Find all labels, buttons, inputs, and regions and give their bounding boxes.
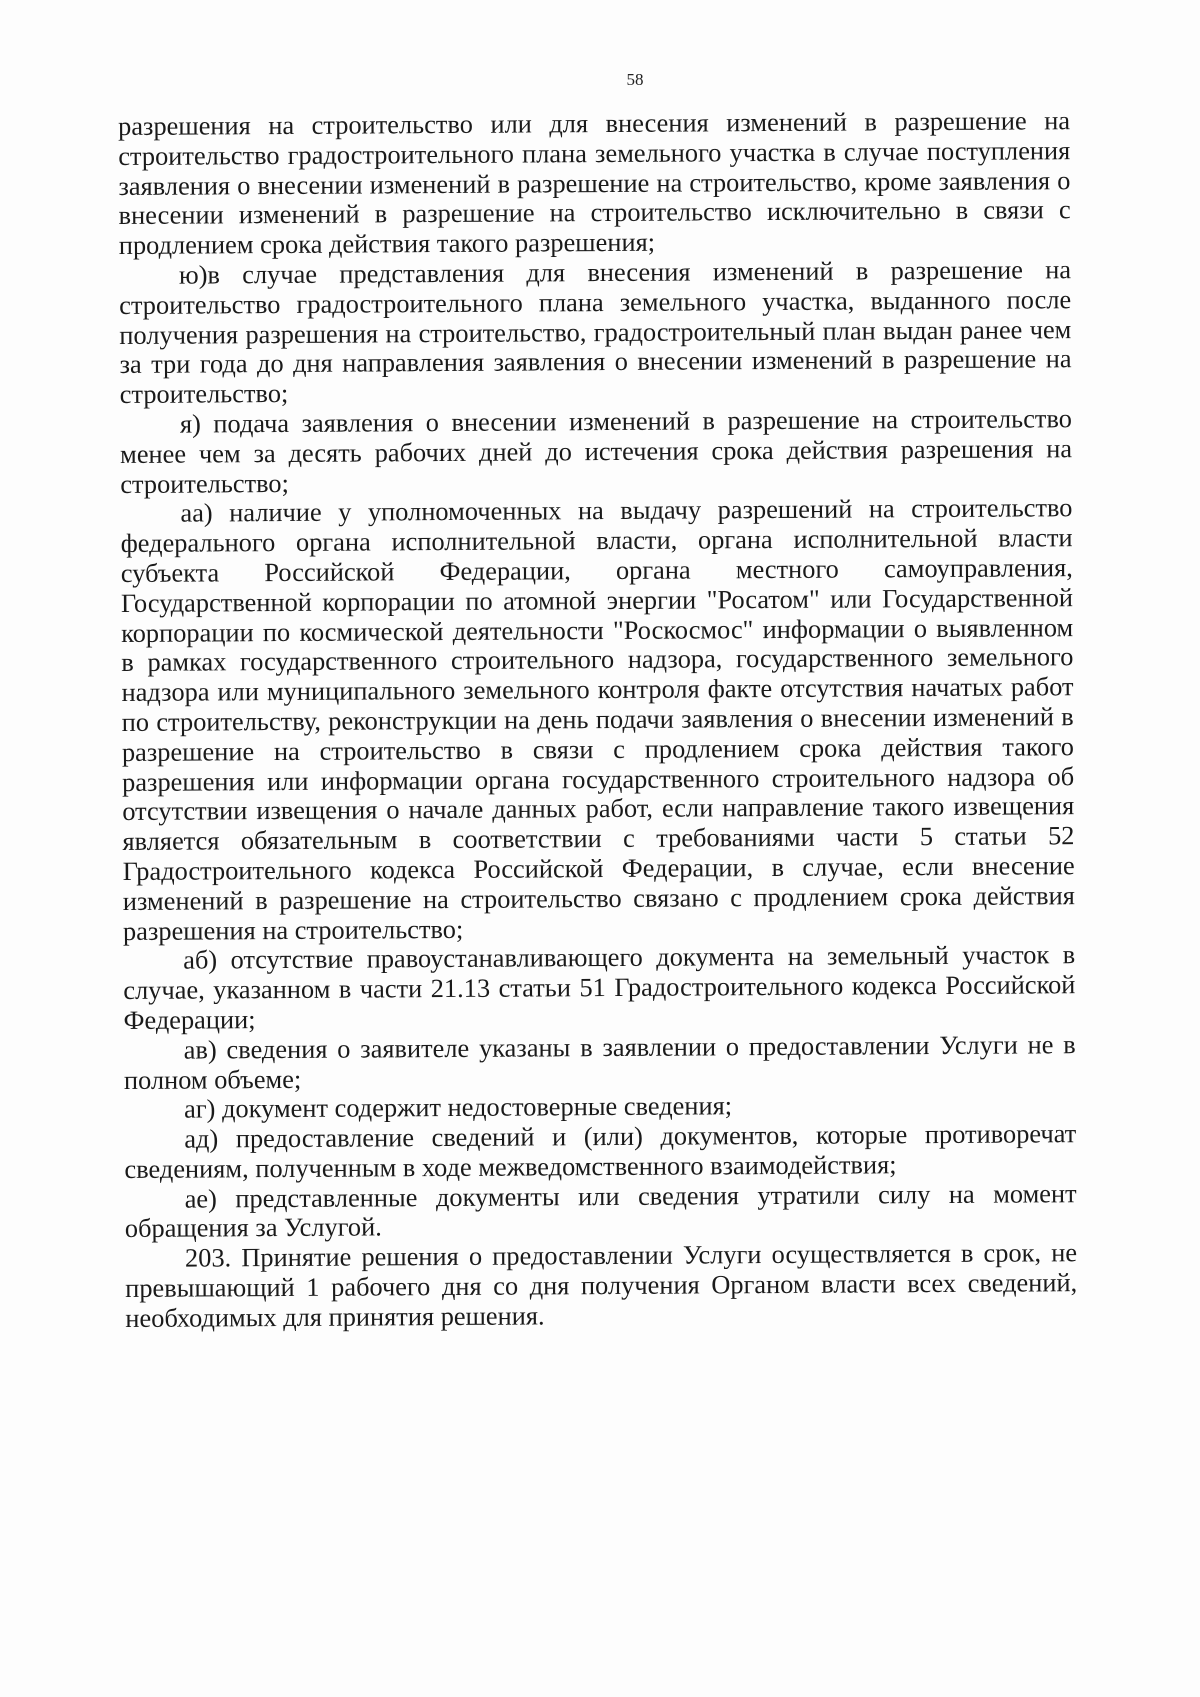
paragraph-203: 203. Принятие решения о предоставлении Услуги осуществляется в срок, не превышающий 1 рабочего дня со дня получения Органом власти всех сведений, необходимых для принятия решения. bbox=[125, 1237, 1078, 1333]
page-number: 58 bbox=[626, 70, 644, 89]
paragraph-item-ya: я) подача заявления о внесении изменений в разрешение на строительство менее чем за десять рабочих дней до истечения срока действия разрешения на строительство; bbox=[119, 403, 1073, 499]
document-body bbox=[118, 106, 1077, 1333]
paragraph-item-ab: аб) отсутствие правоустанавливающего документа на земельный участок в случае, указанном в части 21.13 статьи 51 Градостроительного кодекса Российской Федерации; bbox=[123, 939, 1076, 1035]
paragraph-item-yu: ю)в случае представления для внесения изменений в разрешение на строительство градостроительного плана земельного участка, выданного после получения разрешения на строительство, градостроительный план выдан ранее чем за три года до дня направления заявления о внесении изменений в разрешение на строительство; bbox=[119, 254, 1072, 410]
paragraph-item-ae: ае) представленные документы или сведения утратили силу на момент обращения за Услугой. bbox=[124, 1177, 1077, 1244]
paragraph-item-ag: аг) документ содержит недостоверные сведения; bbox=[183, 1090, 733, 1124]
paragraph-item-av: ав) сведения о заявителе указаны в заявлении о предоставлении Услуги не в полном объеме; bbox=[123, 1028, 1076, 1095]
paragraph-continuation: разрешения на строительство или для внесения изменений в разрешение на строительство градостроительного плана земельного участка в случае поступления заявления о внесении изменений в разрешение на строительство, кроме заявления о внесении изменений в разрешение на строительство исключительно в связи с продлением срока действия такого разрешения; bbox=[117, 105, 1071, 261]
paragraph-item-aa: аа) наличие у уполномоченных на выдачу разрешений на строительство федерального органа исполнительной власти, органа исполнительной власти субъекта Российской Федерации, органа местного самоуправления, Государственной корпорации по атомной энергии "Росатом" или Государственной корпорации по космической деятельности "Роскосмос" информации о выявленном в рамках государственного строительного надзора, государственного земельного надзора или муниципального земельного контроля факте отсутствия начатых работ по строительству, реконструкции на день подачи заявления о внесении изменений в разрешение на строительство в связи с продлением срока действия такого разрешения или информации органа государственного строительного надзора об отсутствии извещения о начале данных работ, если направление такого извещения является обязательным в соответствии с требованиями части 5 статьи 52 Градостроительного кодекса Российской Федерации, в случае, если внесение изменений в разрешение на строительство связано с продлением срока действия разрешения на строительство; bbox=[120, 492, 1075, 946]
paragraph-item-ad: ад) предоставление сведений и (или) документов, которые противоречат сведениям, полученным в ходе межведомственного взаимодействия; bbox=[124, 1118, 1077, 1184]
